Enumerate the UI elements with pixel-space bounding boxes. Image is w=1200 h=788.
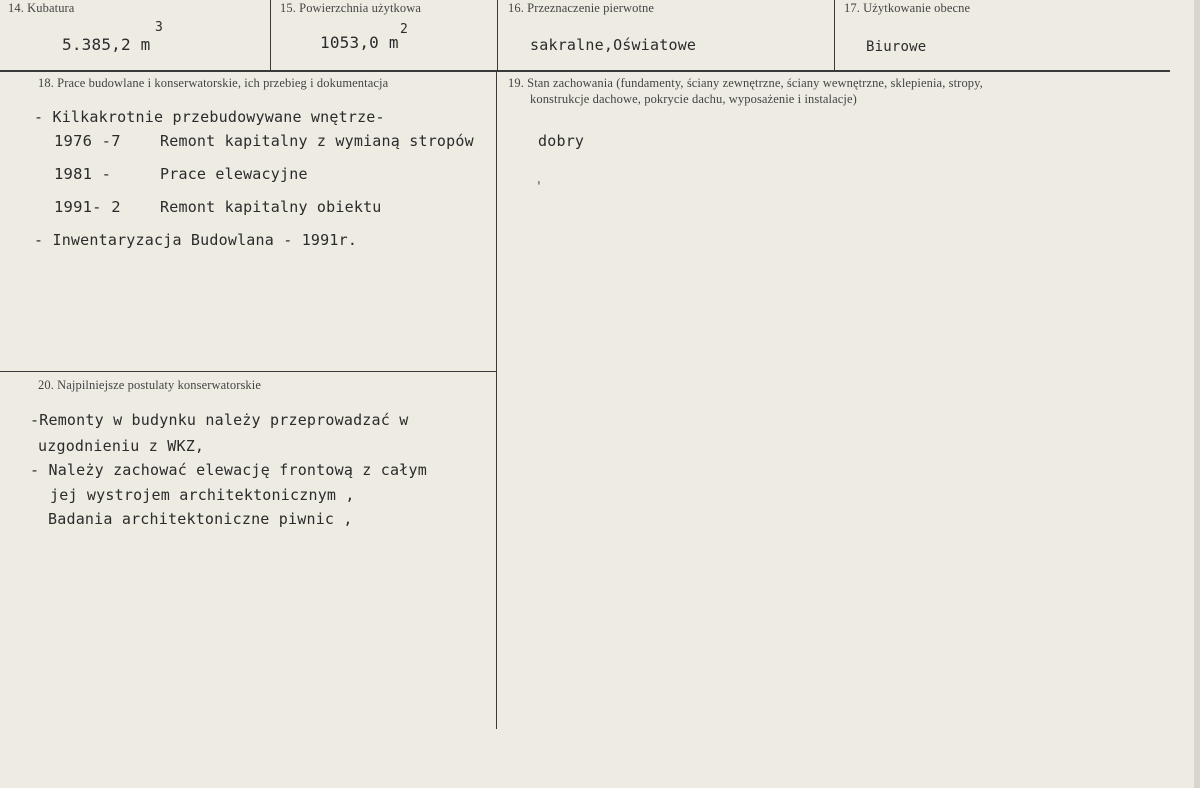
uzytkowanie-value: Biurowe: [866, 39, 927, 55]
prace-year-1991: 1991- 2: [54, 198, 121, 216]
postulaty-line-4: jej wystrojem architektonicznym ,: [50, 486, 355, 504]
prace-desc-1991: Remont kapitalny obiektu: [160, 198, 382, 216]
przeznaczenie-value: sakralne,Oświatowe: [530, 36, 697, 54]
powierzchnia-value: 1053,0 m: [320, 33, 399, 52]
prace-line-1: - Kilkakrotnie przebudowywane wnętrze-: [34, 108, 385, 126]
przeznaczenie-label: 16. Przeznaczenie pierwotne: [508, 1, 655, 15]
divider-15-16: [497, 0, 498, 70]
prace-budowlane-label: 18. Prace budowlane i konserwatorskie, ich przebieg i dokumentacja: [38, 76, 389, 90]
postulaty-line-2: uzgodnieniu z WKZ,: [38, 437, 205, 455]
prace-desc-1976: Remont kapitalny z wymianą stropów: [160, 132, 474, 150]
powierzchnia-label: 15. Powierzchnia użytkowa: [280, 1, 422, 15]
stray-mark: ': [535, 180, 543, 195]
stan-zachowania-label-2: konstrukcje dachowe, pokrycie dachu, wyposażenie i instalacje): [530, 92, 857, 106]
kubatura-label: 14. Kubatura: [8, 1, 75, 15]
prace-year-1981: 1981 -: [54, 165, 112, 183]
postulaty-line-5: Badania architektoniczne piwnic ,: [48, 510, 353, 528]
stan-zachowania-value: dobry: [538, 132, 585, 150]
kubatura-unit-sup: 3: [155, 20, 163, 35]
divider-16-17: [834, 0, 835, 70]
postulaty-label: 20. Najpilniejsze postulaty konserwatorskie: [38, 378, 262, 392]
top-row-rule: [0, 70, 1170, 72]
kubatura-value: 5.385,2 m: [62, 35, 151, 54]
uzytkowanie-label: 17. Użytkowanie obecne: [844, 1, 971, 15]
stan-zachowania-label-1: 19. Stan zachowania (fundamenty, ściany zewnętrzne, ściany wewnętrzne, sklepienia, stropy,: [508, 76, 983, 90]
divider-18-19: [496, 71, 497, 729]
postulaty-line-3: - Należy zachować elewację frontową z całym: [30, 461, 427, 479]
card-edge-shadow: [1194, 0, 1200, 788]
prace-desc-1981: Prace elewacyjne: [160, 165, 308, 183]
rule-18-20: [0, 371, 497, 372]
divider-14-15: [270, 0, 271, 70]
postulaty-line-1: -Remonty w budynku należy przeprowadzać w: [30, 411, 409, 429]
prace-year-1976: 1976 -7: [54, 132, 121, 150]
powierzchnia-unit-sup: 2: [400, 22, 408, 37]
prace-line-inwentaryzacja: - Inwentaryzacja Budowlana - 1991r.: [34, 231, 358, 249]
